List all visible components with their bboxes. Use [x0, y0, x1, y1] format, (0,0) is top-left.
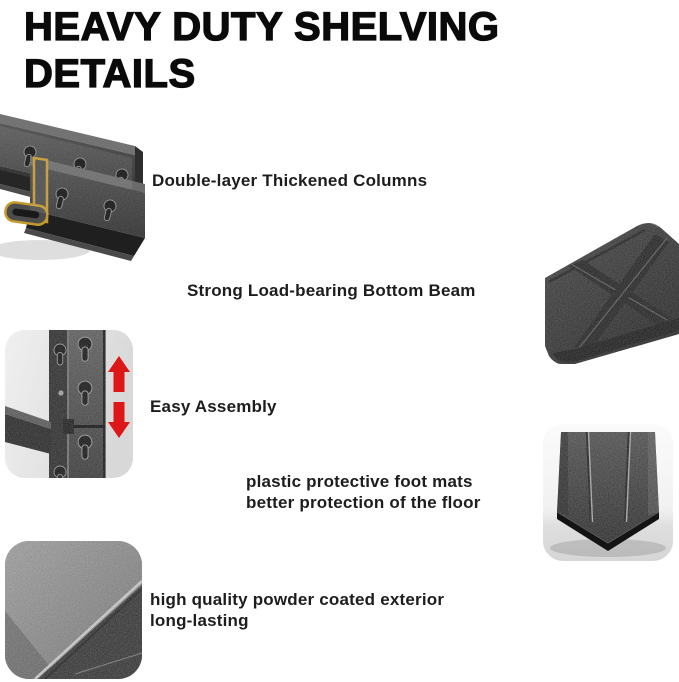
double-layer-columns-illustration [0, 100, 145, 265]
caption-foot-mats-line2: better protection of the floor [246, 493, 481, 512]
page-title [24, 4, 500, 98]
double-layer-columns-photo [0, 100, 145, 265]
bottom-beam-photo [545, 218, 679, 364]
bottom-beam-illustration [545, 218, 679, 364]
coating-photo [5, 541, 142, 679]
coating-illustration [5, 541, 142, 679]
caption-columns: Double-layer Thickened Columns [152, 171, 428, 190]
foot-mat-photo [543, 424, 673, 561]
caption-assembly: Easy Assembly [150, 397, 277, 416]
foot-mat-illustration [543, 424, 673, 561]
page-title-line1: HEAVY DUTY SHELVING [24, 5, 500, 49]
caption-coating-line1: high quality powder coated exterior [150, 590, 445, 609]
caption-coating [150, 589, 444, 631]
assembly-illustration [5, 330, 133, 478]
caption-beam: Strong Load-bearing Bottom Beam [187, 281, 476, 300]
caption-foot-mats [246, 471, 481, 513]
assembly-photo [5, 330, 133, 478]
page-title-line2: DETAILS [24, 52, 196, 96]
caption-foot-mats-line1: plastic protective foot mats [246, 472, 473, 491]
caption-coating-line2: long-lasting [150, 611, 249, 630]
